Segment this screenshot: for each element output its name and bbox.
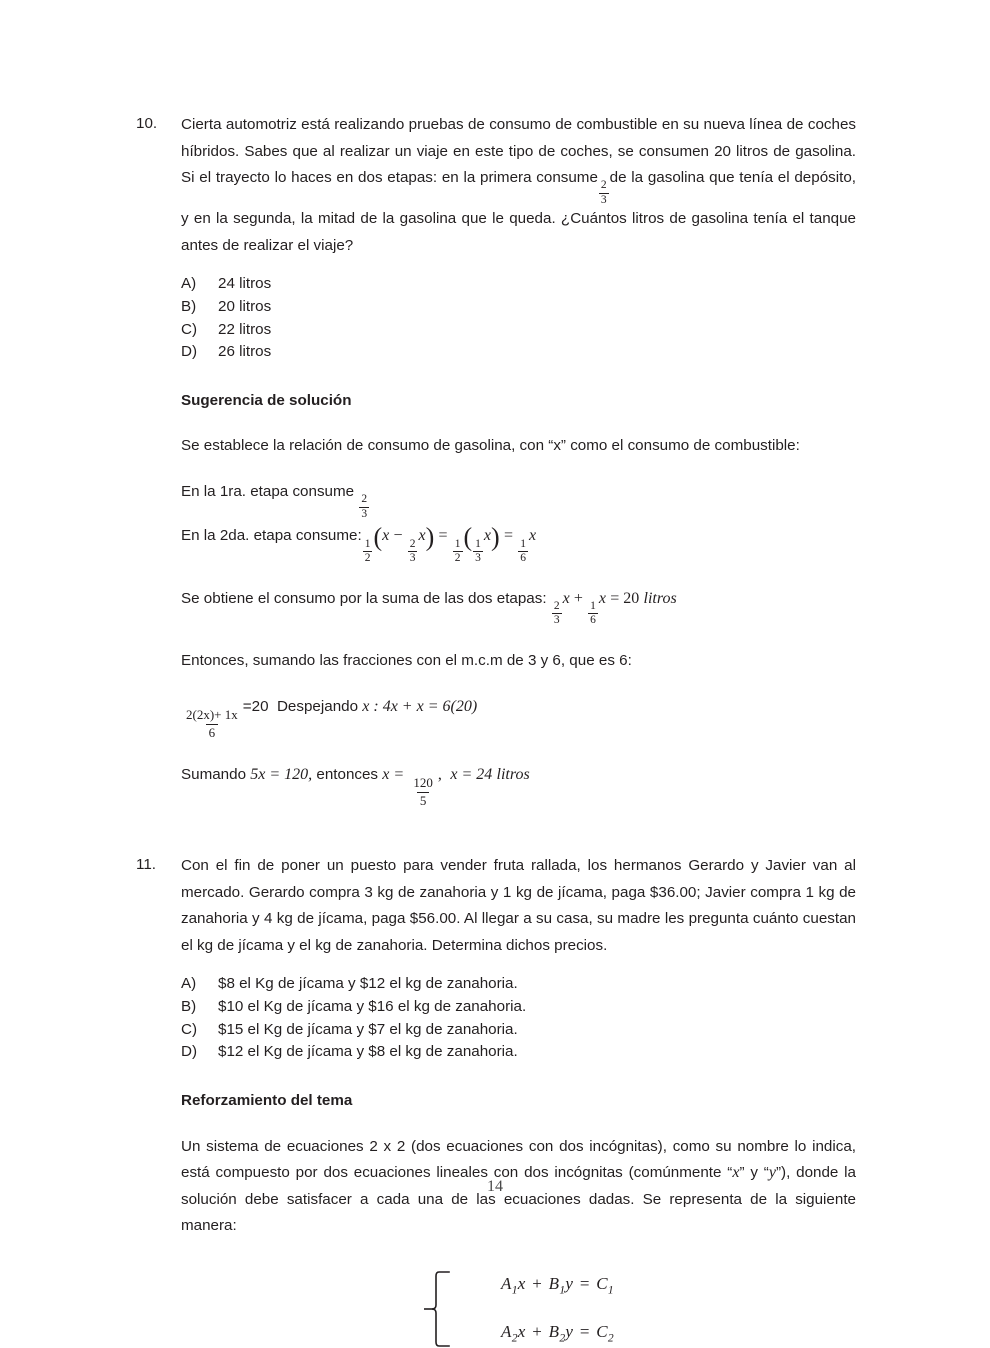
step-3-var-2: x bbox=[598, 589, 607, 607]
reinforcement-text-part2: ” y “ bbox=[739, 1164, 769, 1182]
fraction-denominator: 6 bbox=[590, 614, 596, 627]
step-2-var-2: x bbox=[418, 527, 426, 545]
solution-step-6 bbox=[181, 763, 856, 809]
question-10-body bbox=[181, 112, 856, 259]
step-2-equals-1: = bbox=[438, 527, 448, 545]
option-a-letter: A) bbox=[181, 275, 197, 293]
eq2-operator: + bbox=[532, 1321, 543, 1341]
open-paren-1: ( bbox=[373, 522, 383, 552]
step-6-x: x = bbox=[382, 766, 405, 784]
solution-step-4: Entonces, sumando las fracciones con el m.c.m de 3 y 6, que es 6: bbox=[181, 651, 632, 669]
question-10-options bbox=[136, 273, 856, 363]
option-d-letter: D) bbox=[181, 343, 198, 361]
eq1-var-x: x bbox=[517, 1273, 526, 1293]
coef-c2-subscript: 2 bbox=[607, 1331, 614, 1345]
fraction-denominator: 2 bbox=[454, 552, 461, 564]
option-d-text: 26 litros bbox=[218, 343, 272, 361]
question-10-number: 10. bbox=[136, 115, 158, 132]
page-number: 14 bbox=[487, 1178, 503, 1195]
step-3-fraction-1 bbox=[552, 601, 562, 627]
step-6-comma: , bbox=[437, 766, 442, 784]
fraction-denominator: 3 bbox=[553, 614, 560, 627]
fraction-denominator: 3 bbox=[475, 552, 481, 564]
fraction-numerator: 2(2x)+ 1x bbox=[186, 707, 238, 723]
fraction-numerator: 1 bbox=[590, 599, 596, 612]
step-2-var-1: x bbox=[382, 527, 390, 545]
close-paren-1: ) bbox=[425, 522, 435, 552]
solution-step-5 bbox=[181, 695, 856, 741]
question-10-text-part2: de la gasolina que tenía el depósito, y en la segunda, la mitad de la gasolina que le queda. ¿Cuántos litros de gasolina tenía el tanque antes de realizar el viaje? bbox=[181, 169, 856, 254]
option-d-text: $12 el Kg de jícama y $8 el kg de zanahoria. bbox=[218, 1043, 518, 1061]
step-5-fraction bbox=[183, 708, 241, 741]
step-3-var-1: x bbox=[562, 589, 570, 607]
option-d[interactable] bbox=[181, 1041, 856, 1064]
solution-step-2 bbox=[181, 524, 856, 564]
fraction-numerator: 1 bbox=[364, 537, 371, 550]
question-10-text bbox=[181, 112, 856, 259]
reinforcement-text-part3: ”), donde la solución debe satisfacer a cada una de las ecuaciones dadas. Se representa de la siguiente manera: bbox=[181, 1164, 857, 1235]
fraction-numerator: 1 bbox=[475, 537, 481, 550]
eq2-var-x: x bbox=[517, 1321, 526, 1341]
option-d[interactable] bbox=[181, 341, 856, 364]
step-2-fraction-5 bbox=[518, 539, 528, 565]
equation-line-2 bbox=[501, 1321, 614, 1345]
fraction-numerator: 2 bbox=[600, 179, 607, 192]
question-11 bbox=[136, 853, 856, 959]
coef-c2: C bbox=[596, 1321, 608, 1341]
step-2-var-3: x bbox=[483, 527, 492, 545]
option-c[interactable] bbox=[181, 319, 856, 342]
coef-a1-subscript: 1 bbox=[511, 1283, 518, 1297]
step-6-label: Sumando bbox=[181, 766, 247, 784]
step-1-fraction bbox=[359, 494, 369, 520]
step-3-unit: litros bbox=[643, 589, 677, 607]
eq2-equals: = bbox=[579, 1321, 590, 1341]
option-c[interactable] bbox=[181, 1019, 856, 1042]
option-b[interactable] bbox=[181, 296, 856, 319]
step-5-text: Despejando bbox=[276, 697, 359, 715]
step-6-expression-2: x = 24 bbox=[450, 766, 493, 784]
step-6-word: entonces bbox=[316, 766, 379, 784]
fraction-numerator: 1 bbox=[454, 537, 461, 550]
fraction-numerator: 120 bbox=[413, 775, 433, 791]
step-3-result: = 20 bbox=[610, 589, 640, 607]
coef-b2: B bbox=[548, 1321, 560, 1341]
eq1-equals: = bbox=[579, 1273, 590, 1293]
fraction-denominator: 5 bbox=[417, 792, 430, 809]
option-b-letter: B) bbox=[181, 297, 197, 315]
option-c-text: 22 litros bbox=[218, 320, 272, 338]
question-11-options bbox=[136, 973, 856, 1063]
fraction-numerator: 2 bbox=[361, 493, 368, 506]
fraction-numerator: 2 bbox=[553, 599, 560, 612]
option-a-letter: A) bbox=[181, 975, 197, 993]
coef-c1: C bbox=[596, 1273, 608, 1293]
eq1-var-y: y bbox=[565, 1273, 574, 1293]
equation-system bbox=[181, 1270, 856, 1348]
fraction-numerator: 2 bbox=[409, 537, 416, 550]
coef-a1: A bbox=[501, 1273, 512, 1293]
step-3-plus: + bbox=[573, 589, 583, 607]
reinforcement-heading: Reforzamiento del tema bbox=[181, 1091, 353, 1109]
reinforcement-block bbox=[136, 1134, 856, 1348]
eq1-operator: + bbox=[532, 1273, 543, 1293]
option-a[interactable] bbox=[181, 273, 856, 296]
coef-a2: A bbox=[501, 1321, 512, 1341]
step-2-label: En la 2da. etapa consume: bbox=[181, 527, 362, 545]
step-2-fraction-4 bbox=[473, 539, 483, 565]
step-3-label: Se obtiene el consumo por la suma de las dos etapas: bbox=[181, 589, 547, 607]
option-a-text: 24 litros bbox=[218, 275, 272, 293]
step-2-var-4: x bbox=[528, 527, 537, 545]
option-b-text: 20 litros bbox=[218, 297, 272, 315]
fraction-denominator: 3 bbox=[361, 507, 368, 520]
step-6-unit: litros bbox=[496, 766, 530, 784]
close-paren-2: ) bbox=[491, 522, 500, 552]
solution-step-1 bbox=[181, 480, 856, 520]
solution-heading: Sugerencia de solución bbox=[181, 391, 352, 409]
fraction-denominator: 6 bbox=[520, 552, 526, 564]
option-a[interactable] bbox=[181, 973, 856, 996]
question-11-body bbox=[181, 853, 856, 959]
coef-b1: B bbox=[548, 1273, 560, 1293]
step-6-fraction bbox=[410, 776, 436, 809]
option-d-letter: D) bbox=[181, 1043, 198, 1061]
equation-lines bbox=[501, 1270, 614, 1348]
open-paren-2: ( bbox=[463, 522, 473, 552]
fraction-numerator: 1 bbox=[520, 537, 526, 550]
page-content bbox=[136, 112, 856, 1348]
option-b[interactable] bbox=[181, 996, 856, 1019]
step-2-fraction-1 bbox=[363, 539, 373, 565]
step-2-minus: − bbox=[393, 527, 403, 545]
step-5-expression: x : 4x + x = 6(20) bbox=[362, 697, 478, 715]
question-11-text: Con el fin de poner un puesto para vender fruta rallada, los hermanos Gerardo y Javier van al mercado. Gerardo compra 3 kg de zanahoria y 1 kg de jícama, paga $36.00; Javier compra 1 kg de zanahoria y 4 kg de jícama, paga $56.00. Al llegar a su casa, su madre les pregunta cuánto cuestan el kg de jícama y el kg de zanahoria. Determina dichos precios. bbox=[181, 857, 856, 954]
fraction-denominator: 3 bbox=[409, 552, 416, 564]
solution-intro: Se establece la relación de consumo de gasolina, con “x” como el consumo de combustible: bbox=[181, 436, 800, 454]
solution-step-3 bbox=[181, 587, 856, 627]
fraction-denominator: 2 bbox=[364, 552, 371, 564]
eq2-var-y: y bbox=[565, 1321, 574, 1341]
option-c-text: $15 el Kg de jícama y $7 el kg de zanahoria. bbox=[218, 1020, 518, 1038]
step-2-fraction-2 bbox=[408, 539, 418, 565]
option-b-letter: B) bbox=[181, 997, 197, 1015]
option-b-text: $10 el Kg de jícama y $16 el kg de zanahoria. bbox=[218, 997, 527, 1015]
option-a-text: $8 el Kg de jícama y $12 el kg de zanahoria. bbox=[218, 975, 518, 993]
coef-b1-subscript: 1 bbox=[559, 1283, 566, 1297]
question-10-inline-fraction bbox=[599, 180, 609, 206]
variable-y: y bbox=[768, 1164, 776, 1182]
step-5-equals: =20 bbox=[242, 697, 269, 715]
option-c-letter: C) bbox=[181, 320, 198, 338]
variable-x: x bbox=[732, 1164, 740, 1182]
section-spacer bbox=[136, 809, 856, 853]
question-10 bbox=[136, 112, 856, 259]
coef-c1-subscript: 1 bbox=[607, 1283, 614, 1297]
step-6-expression-1: 5x = 120, bbox=[250, 766, 313, 784]
coef-b2-subscript: 2 bbox=[559, 1331, 566, 1345]
equation-line-1 bbox=[501, 1273, 614, 1297]
reinforcement-text-part1: Un sistema de ecuaciones 2 x 2 (dos ecuaciones con dos incógnitas), como su nombre lo indica, está compuesto por dos ecuaciones lineales con dos incógnitas (comúnmente “ bbox=[181, 1137, 856, 1182]
coef-a2-subscript: 2 bbox=[511, 1331, 518, 1345]
left-curly-brace-icon bbox=[423, 1270, 457, 1348]
question-11-number: 11. bbox=[136, 856, 156, 874]
step-1-label: En la 1ra. etapa consume bbox=[181, 482, 355, 500]
fraction-denominator: 6 bbox=[206, 724, 219, 741]
step-2-fraction-3 bbox=[453, 539, 463, 565]
option-c-letter: C) bbox=[181, 1020, 198, 1038]
question-10-text-part1: Cierta automotriz está realizando pruebas de consumo de combustible en su nueva línea de coches híbridos. Sabes que al realizar un viaje en este tipo de coches, se consumen 20 litros de gasolina. Si el trayecto lo haces en dos etapas: en la primera consume bbox=[181, 116, 856, 186]
solution-block bbox=[136, 434, 856, 810]
step-3-fraction-2 bbox=[588, 601, 598, 627]
fraction-denominator: 3 bbox=[600, 193, 607, 206]
step-2-equals-2: = bbox=[503, 527, 513, 545]
